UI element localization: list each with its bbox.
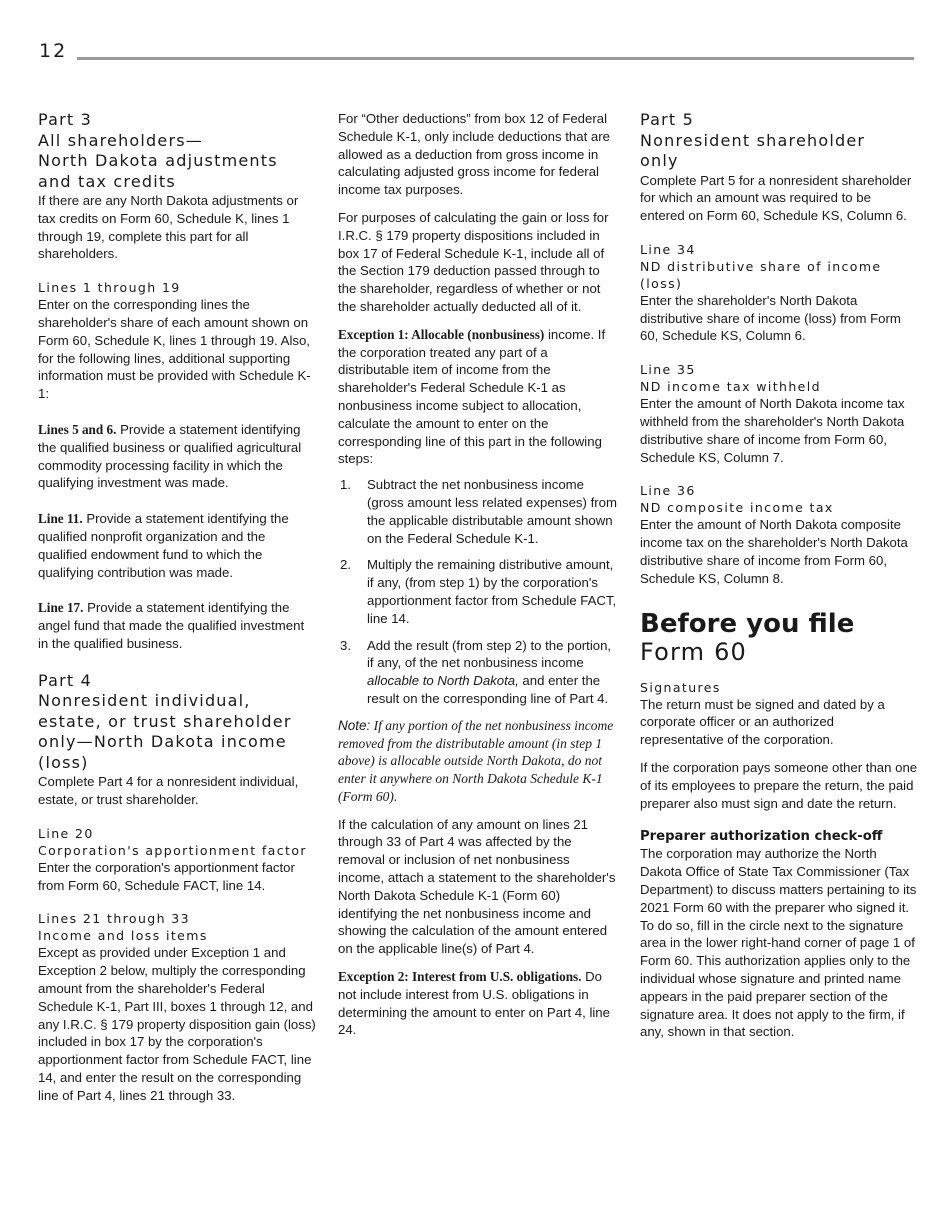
- line11-paragraph: [38, 510, 316, 581]
- header-rule: [77, 57, 914, 60]
- lines5-6-paragraph: [38, 421, 316, 492]
- steps-list: [338, 476, 618, 708]
- line35-text: Enter the amount of North Dakota income tax withheld from the shareholder's North Dakota distributive share of income from Form 60, Schedule KS, Column 7.: [640, 396, 905, 465]
- part5-title-line2: only: [640, 151, 679, 170]
- part3-label: Part 3: [38, 110, 93, 129]
- exception2-paragraph: [338, 968, 618, 1039]
- exception2-text: Do not include interest from U.S. obligations in determining the amount to enter on Part 4, line 24.: [338, 969, 610, 1038]
- line20-subheading: Corporation's apportionment factor: [38, 842, 307, 858]
- step-number: 1.: [340, 477, 351, 493]
- checkoff-heading: Preparer authorization check-off: [640, 829, 883, 845]
- before-you-file-title: Before you file: [640, 608, 855, 639]
- line20-heading: Line 20: [38, 825, 94, 841]
- step-number: 3.: [340, 637, 351, 653]
- line34-heading: Line 34: [640, 241, 696, 257]
- note-paragraph: [338, 717, 618, 806]
- step-text: Subtract the net nonbusiness income (gross amount less related expenses) from the applicable distributable amount shown on the Federal Schedule K-1.: [367, 477, 617, 546]
- column-1: [38, 110, 316, 1105]
- line36-subheading: ND composite income tax: [640, 500, 834, 516]
- line20-text: Enter the corporation's apportionment factor from Form 60, Schedule FACT, line 14.: [38, 859, 295, 893]
- line35-heading: Line 35: [640, 362, 696, 378]
- sec179-paragraph: For purposes of calculating the gain or loss for I.R.C. § 179 property dispositions included in box 17 of Federal Schedule K-1, include all of the Section 179 deduction passed through to the shareholder, regardless of whether or not the shareholder actually deducted all of it.: [338, 209, 609, 314]
- exception1-paragraph: [338, 326, 618, 468]
- part4-title-line1: Nonresident individual,: [38, 691, 251, 711]
- step-item: [338, 637, 618, 708]
- lines1-19-text: Enter on the corresponding lines the shareholder's share of each amount shown on Form 60, Schedule K, lines 1 through 19. Also, for the following lines, additional supporting information must be provided with Schedule K-1:: [38, 297, 311, 402]
- signatures-heading: Signatures: [640, 679, 721, 695]
- lines21-33-text: Except as provided under Exception 1 and Exception 2 below, multiply the corresponding amount from the shareholder's Federal Schedule K-1, Part III, boxes 1 through 12, and any I.R.C. § 179 property disposition gain (loss) included in box 17 by the corporation's apportionment factor from Schedule FACT, line 14, and enter the result on the corresponding line of Part 4, lines 21 through 33.: [38, 945, 316, 1103]
- part4-title-line4: (loss): [38, 752, 89, 772]
- line17-text: Provide a statement identifying the angel fund that made the qualified investment in the qualified business.: [38, 600, 305, 651]
- step-number: 2.: [340, 557, 351, 573]
- step-text: Multiply the remaining distributive amount, if any, (from step 1) by the corporation's apportionment factor from Schedule FACT, line 14.: [367, 557, 617, 626]
- lines21-33-subheading: Income and loss items: [38, 928, 208, 944]
- column-2: [338, 110, 618, 1039]
- calc-statement-paragraph: If the calculation of any amount on lines 21 through 33 of Part 4 was affected by the removal or inclusion of net nonbusiness income, attach a statement to the shareholder's North Dakota Schedule K-1 (Form 60) identifying the net nonbusiness income and showing the calculation of the amount entered on the applicable line(s) of Part 4.: [338, 816, 616, 957]
- signatures-text: The return must be signed and dated by a corporate officer or an authorized representative of the corporation.: [640, 696, 885, 748]
- part5-title-line1: Nonresident shareholder: [640, 130, 866, 150]
- exception2-label: Exception 2: Interest from U.S. obligations.: [338, 969, 582, 985]
- page-number: 12: [39, 40, 68, 62]
- line17-label: Line 17.: [38, 600, 84, 616]
- line36-text: Enter the amount of North Dakota composite income tax on the shareholder's North Dakota distributive share of income from Form 60, Schedule KS, Column 8.: [640, 517, 908, 586]
- exception1-label: Exception 1: Allocable (nonbusiness): [338, 326, 545, 342]
- line17-paragraph: [38, 599, 316, 652]
- line36-heading: Line 36: [640, 483, 696, 499]
- line35-subheading: ND income tax withheld: [640, 379, 821, 395]
- lines21-33-heading: Lines 21 through 33: [38, 911, 191, 927]
- part4-label: Part 4: [38, 670, 93, 690]
- line34-text: Enter the shareholder's North Dakota distributive share of income (loss) from Form 60, Schedule KS, Column 6.: [640, 292, 901, 344]
- step3-italic: allocable to North Dakota,: [367, 673, 519, 689]
- note-label: Note:: [338, 717, 371, 733]
- exception1-text: income. If the corporation treated any part of a distributable item of income from the shareholder's Federal Schedule K-1 as nonbusiness income subject to allocation, calculate the amount to enter on the corresponding line of this part in the following steps:: [338, 326, 606, 467]
- preparer-text: If the corporation pays someone other than one of its employees to prepare the return, the paid preparer also must sign and date the return.: [640, 760, 918, 811]
- part5-label: Part 5: [640, 110, 695, 129]
- part4-intro: Complete Part 4 for a nonresident individual, estate, or trust shareholder.: [38, 774, 299, 808]
- lines1-19-heading: Lines 1 through 19: [38, 280, 181, 296]
- line34-subheading: ND distributive share of income (loss): [640, 258, 882, 291]
- step3-text-a: Add the result (from step 2) to the portion, if any, of the net nonbusiness income: [367, 637, 612, 671]
- line11-label: Line 11.: [38, 511, 83, 527]
- lines5-6-text: Provide a statement identifying the qualified business or qualified agricultural commodity processing facility in which the qualifying investment was made.: [38, 421, 302, 491]
- part4-title-line3: only—North Dakota income: [38, 732, 287, 752]
- part3-title-line3: and tax credits: [38, 171, 176, 191]
- part3-intro: If there are any North Dakota adjustments or tax credits on Form 60, Schedule K, lines 1 through 19, complete this part for all shareholders.: [38, 193, 299, 262]
- note-text: If any portion of the net nonbusiness income removed from the distributable amount (in step 1 above) is allocable outside North Dakota, do not enter it anywhere on North Dakota Schedule K-1 (Form 60).: [338, 717, 614, 804]
- lines5-6-label: Lines 5 and 6.: [38, 421, 117, 437]
- step-item: [338, 476, 618, 547]
- line11-text: Provide a statement identifying the qualified nonprofit organization and the qualified endowment fund to which the qualifying contribution was made.: [38, 511, 289, 580]
- step-item: [338, 556, 618, 627]
- part3-title-line2: North Dakota adjustments: [38, 151, 278, 170]
- part3-title-line1: All shareholders—: [38, 130, 203, 150]
- column-3: [640, 110, 918, 1041]
- checkoff-text: The corporation may authorize the North Dakota Office of State Tax Commissioner (Tax Department) to discuss matters pertaining to its 2021 Form 60 with the preparer who signed it. To do so, fill in the circle next to the signature area in the lower right-hand corner of page 1 of Form 60. This authorization applies only to the individual whose signature and printed name appears in the paid preparer section of the signature area. It does not apply to the firm, if any, shown in that section.: [640, 846, 917, 1040]
- part4-title-line2: estate, or trust shareholder: [38, 711, 292, 731]
- part5-intro: Complete Part 5 for a nonresident shareholder for which an amount was required to be entered on Form 60, Schedule KS, Column 6.: [640, 172, 912, 224]
- step3-text-b: and enter the result on the corresponding line of Part 4.: [367, 673, 609, 706]
- before-you-file-subtitle: Form 60: [640, 637, 748, 666]
- other-deductions-paragraph: For “Other deductions” from box 12 of Federal Schedule K-1, only include deductions that are allowed as a deduction from gross income in calculating adjusted gross income for federal income tax purposes.: [338, 111, 610, 198]
